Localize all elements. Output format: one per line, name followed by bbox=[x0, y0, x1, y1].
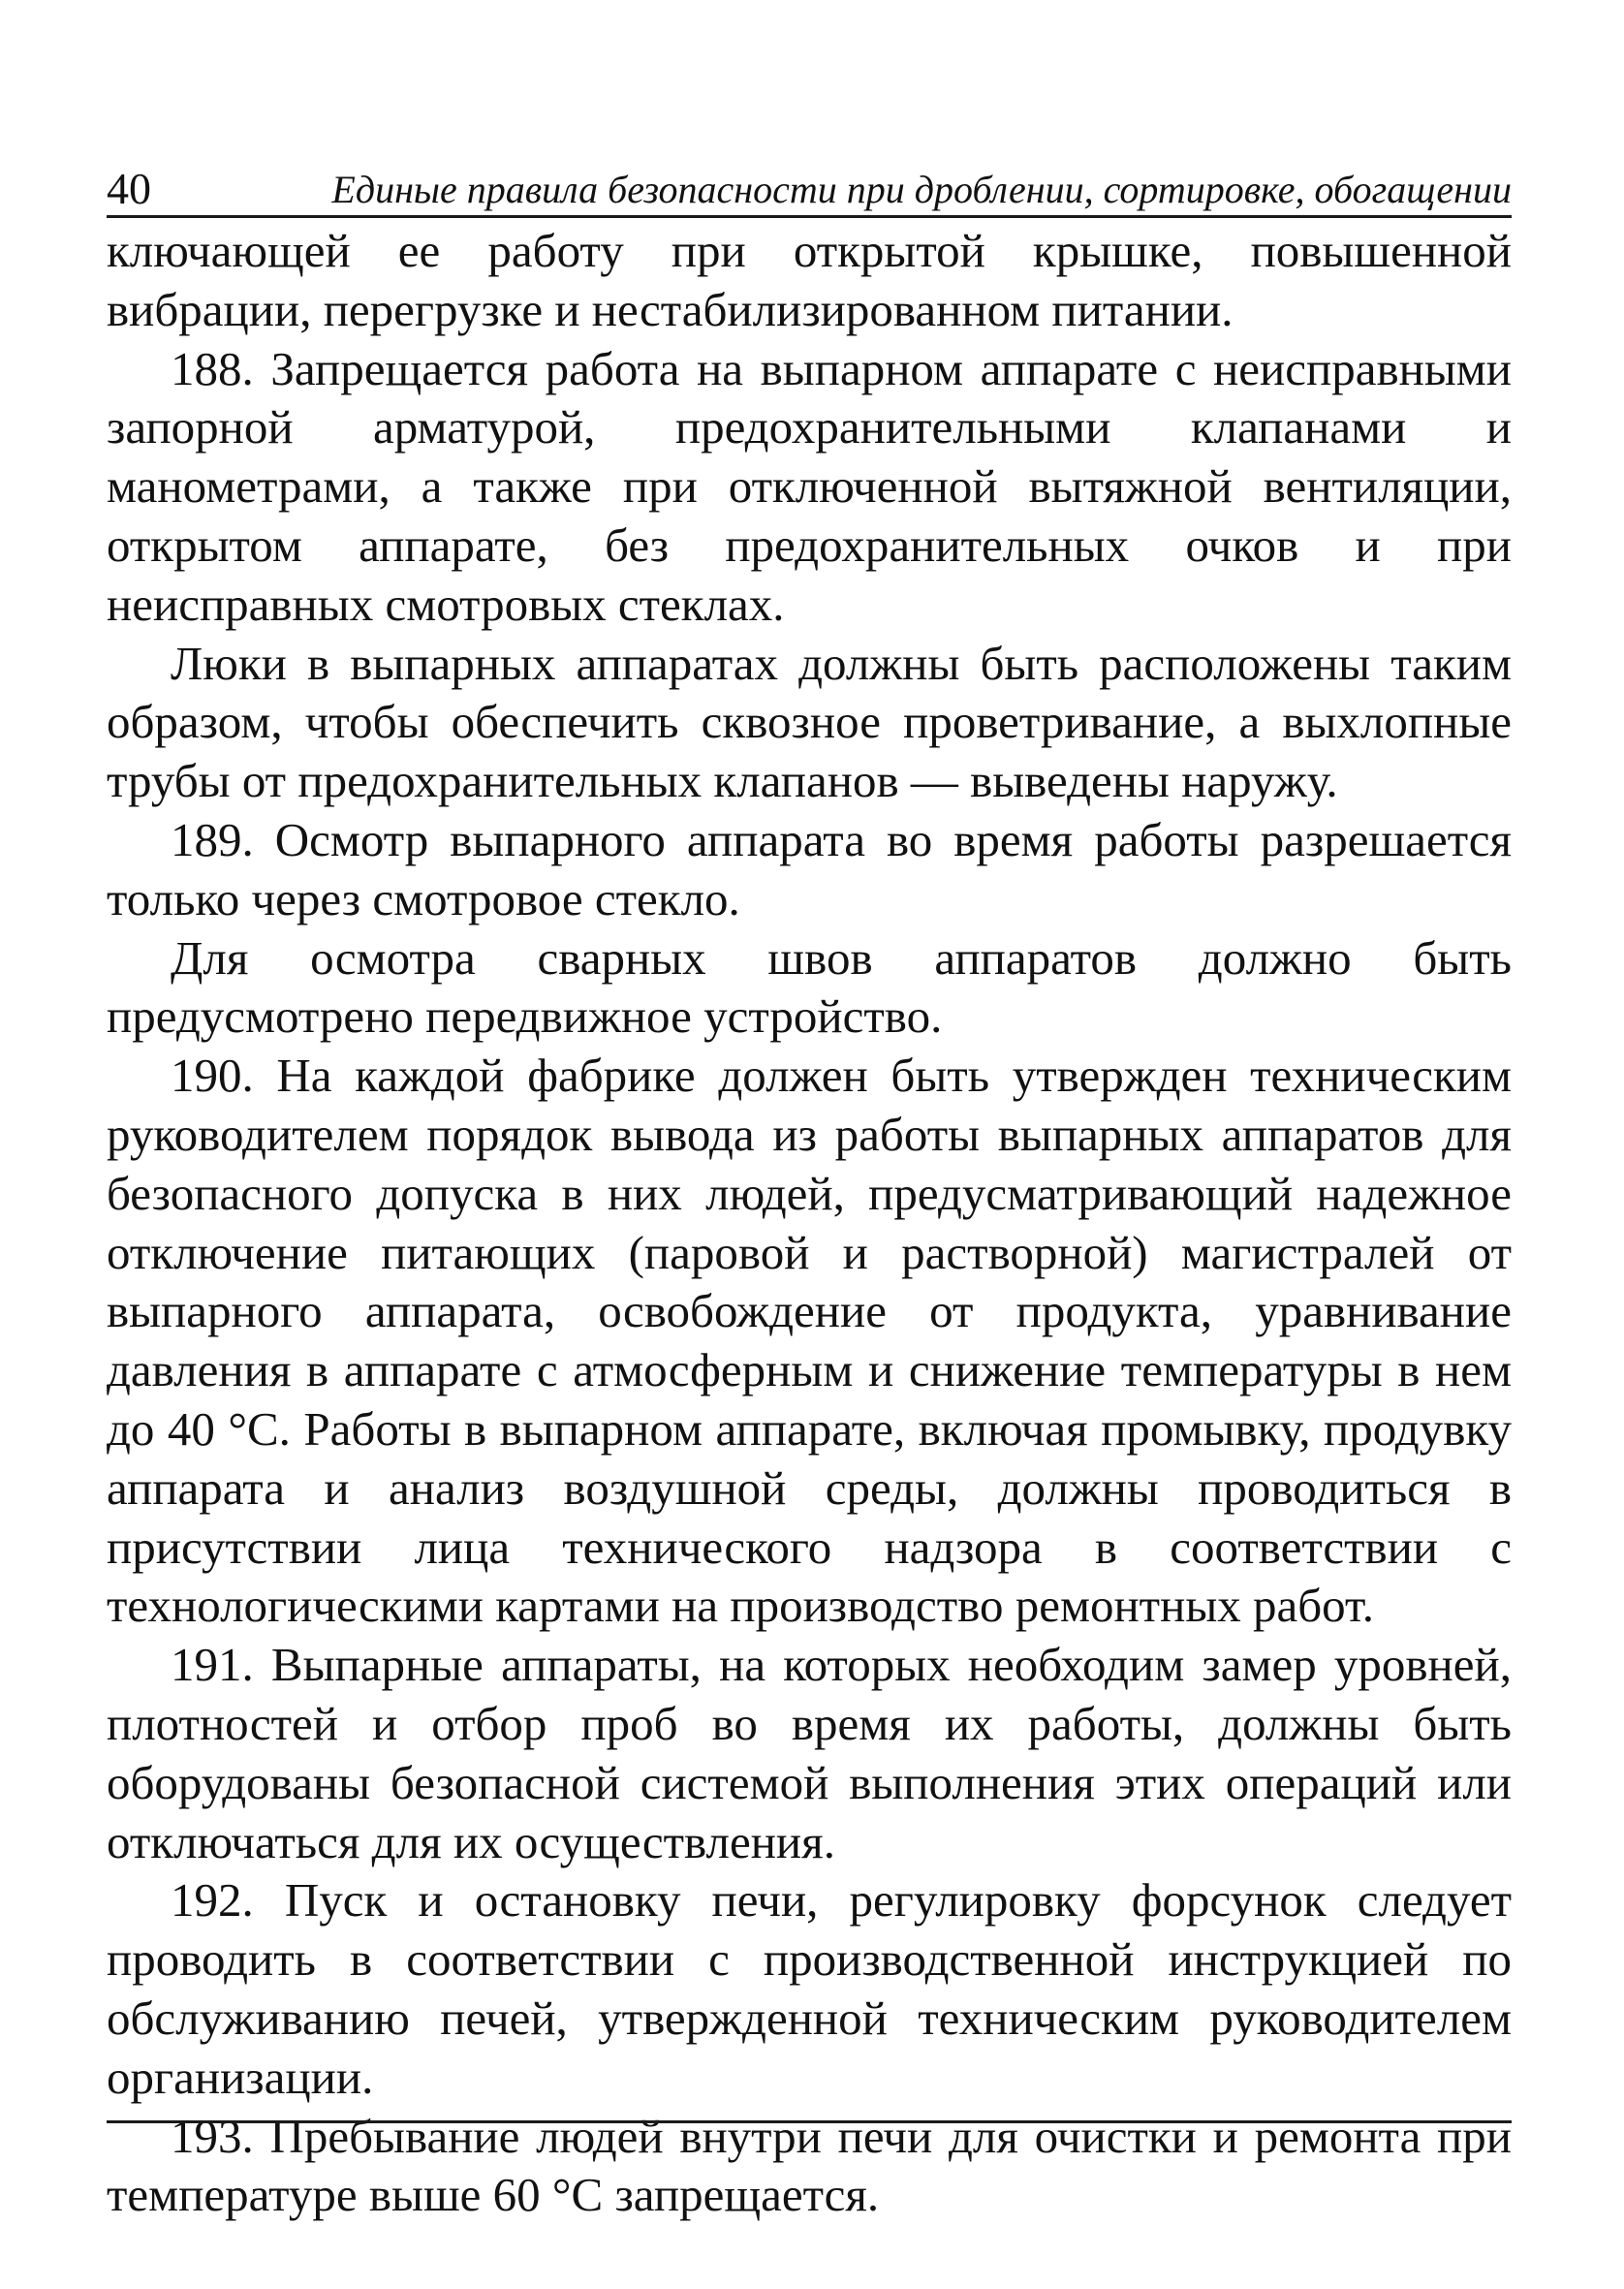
paragraph-191: 191. Выпарные аппараты, на которых необходим замер уровней, плотностей и отбор проб во время их работы, должны быть оборудованы безопасной системой выполнения этих операций или отключаться для их осуществления. bbox=[107, 1638, 1512, 1868]
body-text bbox=[107, 222, 1512, 2225]
paragraph-193: 193. Пребывание людей внутри печи для очистки и ремонта при температуре выше 60 °С запрещается. bbox=[107, 2109, 1512, 2222]
paragraph-continued: ключающей ее работу при открытой крышке, повышенной вибрации, перегрузке и нестабилизированном питании. bbox=[107, 224, 1512, 336]
footer-rule bbox=[107, 2120, 1512, 2123]
paragraph-190: 190. На каждой фабрике должен быть утвержден техническим руководителем порядок вывода из работы выпарных аппаратов для безопасного допуска в них людей, предусматривающий надежное отключение питающих (паровой и растворной) магистралей от выпарного аппарата, освобождение от продукта, уравнивание давления в аппарате с атмосферным и снижение температуры в нем до 40 °С. Работы в выпарном аппарате, включая промывку, продувку аппарата и анализ воздушной среды, должны проводиться в присутствии лица технического надзора в соответствии с технологическими картами на производство ремонтных работ. bbox=[107, 1049, 1512, 1633]
running-title: Единые правила безопасности при дроблении, сортировке, обогащении bbox=[331, 168, 1512, 211]
paragraph-welds: Для осмотра сварных швов аппаратов должно быть предусмотрено передвижное устройство. bbox=[107, 930, 1512, 1044]
book-page bbox=[107, 155, 1512, 2225]
paragraph-hatches: Люки в выпарных аппаратах должны быть расположены таким образом, чтобы обеспечить сквозное проветривание, а выхлопные трубы от предохранительных клапанов — выведены наружу. bbox=[107, 636, 1512, 808]
paragraph-188: 188. Запрещается работа на выпарном аппарате с неисправными запорной арматурой, предохранительными клапанами и манометрами, а также при отключенной вытяжной вентиляции, открытом аппарате, без предохранительных очков и при неисправных смотровых стеклах. bbox=[107, 341, 1512, 631]
paragraph-192: 192. Пуск и остановку печи, регулировку форсунок следует проводить в соответствии с производственной инструкцией по обслуживанию печей, утвержденной техническим руководителем организации. bbox=[107, 1873, 1512, 2104]
paragraph-189: 189. Осмотр выпарного аппарата во время работы разрешается только через смотровое стекло. bbox=[107, 812, 1512, 925]
running-header bbox=[107, 155, 1512, 218]
page-number: 40 bbox=[107, 164, 151, 213]
